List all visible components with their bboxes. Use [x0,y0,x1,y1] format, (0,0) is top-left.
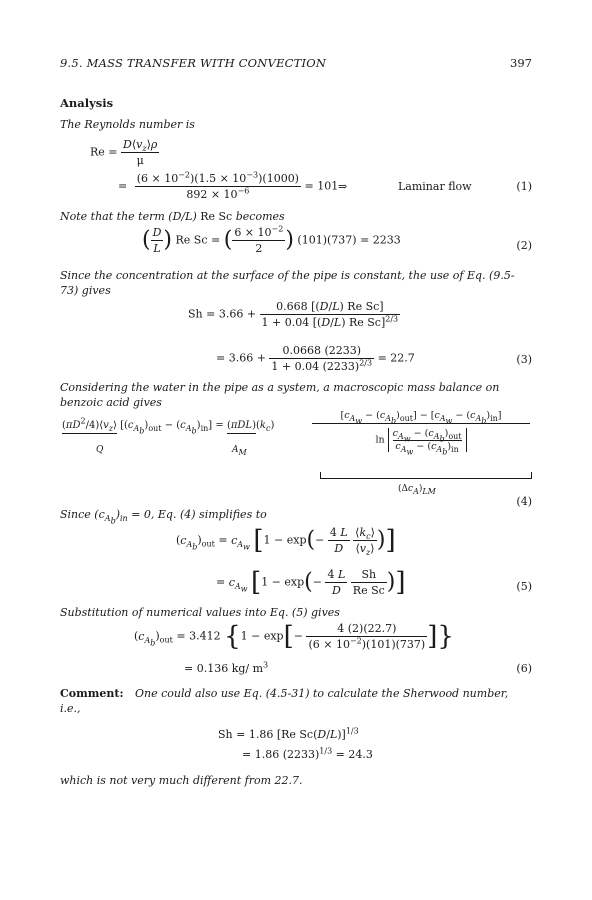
q-label: Q [96,445,104,455]
s-num: 4 (2)(22.7) [306,622,427,637]
underbrace-lm [320,472,532,479]
sh-lhs: Sh = 3.66 + [188,307,257,321]
comment-equation-2: = 1.86 $(2233)^{1/3} = 24.3$ [242,746,373,761]
sh2-result: = 22.7 [377,351,415,365]
reynolds-numeric: = $\frac{(6 \times 10^{-2})(1.5 \times 10^{-3})(1000)}{892 \times 10^{-6}}$ = 101 [118,170,339,201]
equation-number-3: (3) [516,353,532,366]
comment-label: Comment: [60,687,124,700]
running-header: 9.5. MASS TRANSFER WITH CONVECTION [60,56,327,70]
eq5-line1: $(c_{A_b})_{out} = c_{A_w}$ [1 − exp(− $\frac{4 L}{D}$ $\frac{⟨k_c⟩}{⟨v_z⟩}$ )] [176,525,396,558]
page-number: 397 [510,56,532,70]
sherwood-numeric: = 3.66 + $\frac{0.0668 (2233)}{1 + 0.04 (2233)^{2/3}}$ = 22.7 [216,344,415,373]
comment-paragraph [60,686,534,716]
eq5-line2: = $c_{A_w}$ [1 − exp(− $\frac{4 L}{D}$ $\frac{Sh}{\text{Re Sc}}$ )] [216,567,406,598]
paragraph-simplifies: Since $(c_{A_b})_{in} = 0$, Eq. (4) simplifies to [60,508,267,526]
comment-equation-1: Sh = 1.86 [Re Sc(D/L)]$^{1/3}$ [218,726,359,741]
sh2-num: 0.0668 (2233) [269,344,374,359]
mass-balance-equation: $(\pi D^2/4)⟨v_z⟩$ $[(c_{A_b})_{out} - (c_{A_b})_{in}] = (\pi DL)(k_c)$ [62,416,275,436]
paragraph-surface: Since the concentration at the surface of the pipe is constant, the use of Eq. (9.5-73) gives [60,269,515,297]
lm-label: $(\Delta c_A)_{LM}$ [398,484,436,496]
equation-number-1: (1) [516,180,532,193]
s-lhs-val: = 3.412 [176,629,221,643]
paragraph-substitution: Substitution of numerical values into Eq. (5) gives [60,606,340,619]
arrow-symbol: ⇒ [338,180,348,193]
analysis-heading: Analysis [60,96,114,110]
eq2-result: (101)(737) = 2233 [297,233,401,247]
eq6-line2: = 0.136 kg/ $m^3$ [184,660,269,675]
paragraph-mass-balance: Considering the water in the pipe as a system, a macroscopic mass balance on benzoic acid gives [60,381,500,409]
c-line2b: = 24.3 [335,748,373,761]
eq2-line: ( $\frac{D}{L}$ ) Re Sc = ( $\frac{6 \times 10^{-2}}{2}$ ) (101)(737) = 2233 [142,224,401,255]
re-denominator: μ [136,154,144,167]
re-numeric-fraction: $\frac{(6 \times 10^{-2})(1.5 \times 10^{-3})(1000)}{892 \times 10^{-6}}$ [136,170,299,201]
sherwood-equation [188,300,400,329]
reynolds-equation [90,138,159,167]
re-result: = 101 [304,179,339,193]
equation-number-5: (5) [516,580,532,593]
equation-number-6: (6) [516,662,532,675]
comment-text: One could also use Eq. (4.5-31) to calculate the Sherwood number, [135,687,509,700]
laminar-flow: Laminar flow [398,180,472,193]
re-lhs: Re = [90,145,118,159]
lm-fraction: $[c_{A_w} - (c_{A_b})_{out}] - [c_{A_w} - (c_{A_b})_{in}]$ ln $c_{A_w} - (c_{A_b})_{out}$ $c_{A_w} - (c_{A_b})_{in}$ [312,410,530,452]
sh2-lhs: = 3.66 + [216,351,266,365]
final-sentence: which is not very much different from 22.7. [60,774,303,787]
paragraph-reynolds: The Reynolds number is [60,118,195,131]
re-fraction: $\frac{D⟨v_z⟩\rho}{\mu}$ [123,138,158,167]
am-label: $A_M$ [232,445,247,457]
equation-number-4: (4) [516,495,532,508]
eq6-line1: $(c_{A_b})_{out} = 3.412$ {1 − exp[− $\frac{4 (2)(22.7)}{(6 \times 10^{-2})(101)(737)}$ ]} [134,621,454,652]
equation-number-2: (2) [516,239,532,252]
sh-fraction: $\frac{\text{0.668 [(D/L) Re Sc]}}{1 + 0.04 [(D/L) Re Sc]^{2/3}}$ [261,300,399,329]
comment-text-ie: i.e., [60,702,81,715]
paragraph-term: Note that the term (D/L) Re Sc becomes [60,210,285,223]
